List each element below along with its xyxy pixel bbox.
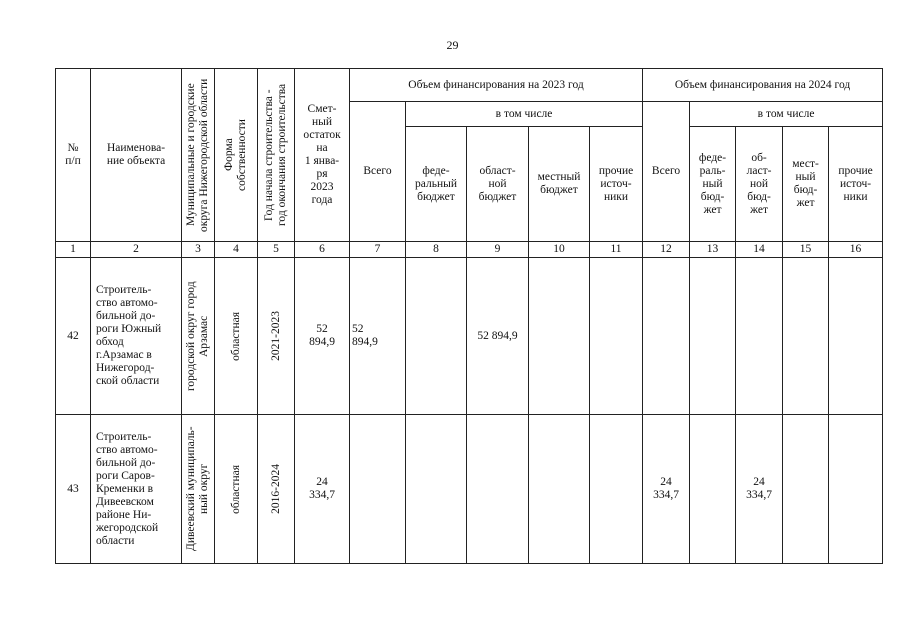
loc-2024 xyxy=(783,258,829,415)
col-number: 2 xyxy=(91,242,182,258)
header-oth-2024: прочие источ- ники xyxy=(829,127,883,242)
col-number: 14 xyxy=(736,242,783,258)
col-number: 13 xyxy=(690,242,736,258)
reg-2024 xyxy=(736,258,783,415)
col-number: 8 xyxy=(406,242,467,258)
col-number: 11 xyxy=(590,242,643,258)
header-incl-2024: в том числе xyxy=(690,102,883,127)
years: 2016-2024 xyxy=(258,415,295,564)
oth-2023 xyxy=(590,415,643,564)
header-municipality: Муниципальные и городские округа Нижегородской области xyxy=(182,69,215,242)
municipality: Дивеевский муниципаль- ный округ xyxy=(182,415,215,564)
header-reg-2024: об- ласт- ной бюд- жет xyxy=(736,127,783,242)
header-fed-2023: феде- ральный бюджет xyxy=(406,127,467,242)
total-2023 xyxy=(350,415,406,564)
header-remainder: Смет- ный остаток на 1 янва- ря 2023 года xyxy=(295,69,350,242)
financing-table xyxy=(55,68,883,564)
col-number: 9 xyxy=(467,242,529,258)
loc-2023 xyxy=(529,415,590,564)
reg-2023: 52 894,9 xyxy=(467,258,529,415)
fed-2023 xyxy=(406,415,467,564)
header-fin-2023: Объем финансирования на 2023 год xyxy=(350,69,643,102)
oth-2023 xyxy=(590,258,643,415)
col-number: 4 xyxy=(215,242,258,258)
col-number: 5 xyxy=(258,242,295,258)
header-name: Наименова- ние объекта xyxy=(91,69,182,242)
municipality: городской округ город Арзамас xyxy=(182,258,215,415)
header-total-2023: Всего xyxy=(350,102,406,242)
total-2023: 52 894,9 xyxy=(350,258,406,415)
object-name: Строитель- ство автомо- бильной до- роги Южный обход г.Арзамас в Нижегород- ской области xyxy=(91,258,182,415)
header-loc-2024: мест- ный бюд- жет xyxy=(783,127,829,242)
col-number: 6 xyxy=(295,242,350,258)
header-total-2024: Всего xyxy=(643,102,690,242)
table-row xyxy=(56,258,883,415)
header-incl-2023: в том числе xyxy=(406,102,643,127)
col-number: 16 xyxy=(829,242,883,258)
row-num: 42 xyxy=(56,258,91,415)
col-number: 3 xyxy=(182,242,215,258)
header-fin-2024: Объем финансирования на 2024 год xyxy=(643,69,883,102)
col-number: 1 xyxy=(56,242,91,258)
object-name: Строитель- ство автомо- бильной до- роги Саров- Кременки в Дивеевском районе Ни- жегородской области xyxy=(91,415,182,564)
col-number: 10 xyxy=(529,242,590,258)
page-number: 29 xyxy=(446,38,459,52)
fed-2024 xyxy=(690,415,736,564)
fed-2024 xyxy=(690,258,736,415)
column-numbers-row xyxy=(56,242,883,258)
total-2024 xyxy=(643,258,690,415)
header-oth-2023: прочие источ- ники xyxy=(590,127,643,242)
oth-2024 xyxy=(829,415,883,564)
header-years: Год начала строительства - год окончания строительства xyxy=(258,69,295,242)
col-number: 12 xyxy=(643,242,690,258)
col-number: 15 xyxy=(783,242,829,258)
reg-2023 xyxy=(467,415,529,564)
header-num: № п/п xyxy=(56,69,91,242)
fed-2023 xyxy=(406,258,467,415)
row-num: 43 xyxy=(56,415,91,564)
header-fed-2024: феде- раль- ный бюд- жет xyxy=(690,127,736,242)
total-2024: 24 334,7 xyxy=(643,415,690,564)
ownership: областная xyxy=(215,415,258,564)
reg-2024: 24 334,7 xyxy=(736,415,783,564)
loc-2024 xyxy=(783,415,829,564)
header-ownership: Форма собственности xyxy=(215,69,258,242)
remainder: 52 894,9 xyxy=(295,258,350,415)
col-number: 7 xyxy=(350,242,406,258)
ownership: областная xyxy=(215,258,258,415)
table-row xyxy=(56,415,883,564)
loc-2023 xyxy=(529,258,590,415)
remainder: 24 334,7 xyxy=(295,415,350,564)
header-loc-2023: местный бюджет xyxy=(529,127,590,242)
years: 2021-2023 xyxy=(258,258,295,415)
oth-2024 xyxy=(829,258,883,415)
header-reg-2023: област- ной бюджет xyxy=(467,127,529,242)
